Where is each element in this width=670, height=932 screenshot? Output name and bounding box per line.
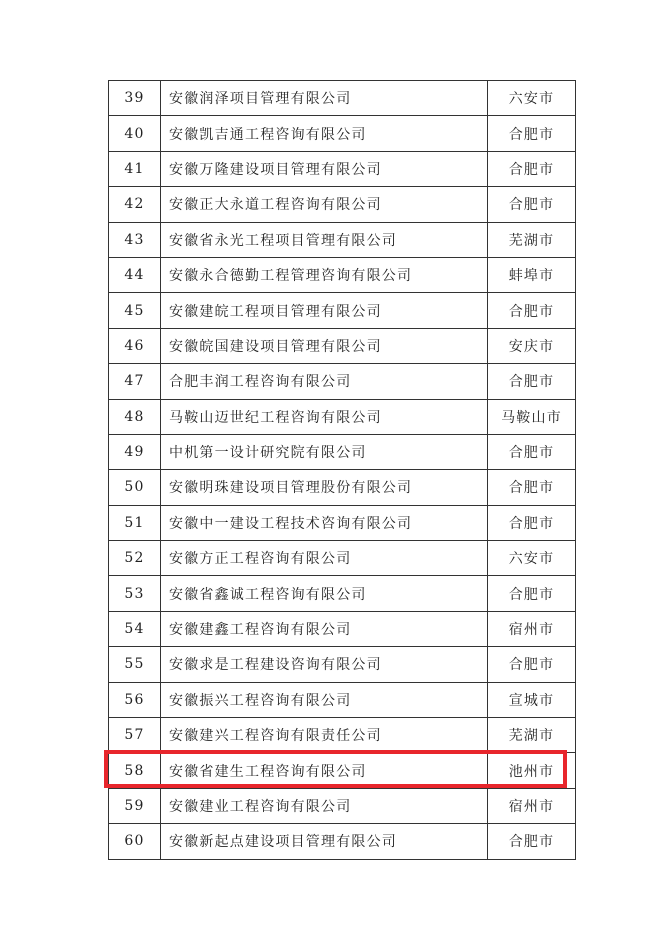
- company-name: 安徽凯吉通工程咨询有限公司: [161, 116, 488, 151]
- table-row: [109, 399, 576, 434]
- city-name: 蚌埠市: [488, 257, 576, 292]
- city-name: 合肥市: [488, 151, 576, 186]
- row-index: 39: [109, 81, 161, 116]
- table-row: [109, 187, 576, 222]
- table-row: [109, 222, 576, 257]
- city-name: 合肥市: [488, 647, 576, 682]
- company-name: 安徽方正工程咨询有限公司: [161, 541, 488, 576]
- table-row-highlighted: [109, 753, 576, 788]
- company-name: 安徽建兴工程咨询有限责任公司: [161, 718, 488, 753]
- city-name: 合肥市: [488, 505, 576, 540]
- city-name: 合肥市: [488, 576, 576, 611]
- table-row: [109, 470, 576, 505]
- row-index: 53: [109, 576, 161, 611]
- row-index: 48: [109, 399, 161, 434]
- table-row: [109, 116, 576, 151]
- company-name: 安徽省永光工程项目管理有限公司: [161, 222, 488, 257]
- company-name: 安徽求是工程建设咨询有限公司: [161, 647, 488, 682]
- company-name: 安徽振兴工程咨询有限公司: [161, 682, 488, 717]
- city-name: 宿州市: [488, 788, 576, 823]
- city-name: 合肥市: [488, 293, 576, 328]
- company-name: 安徽润泽项目管理有限公司: [161, 81, 488, 116]
- row-index: 47: [109, 364, 161, 399]
- company-name: 安徽建皖工程项目管理有限公司: [161, 293, 488, 328]
- row-index: 50: [109, 470, 161, 505]
- row-index: 46: [109, 328, 161, 363]
- row-index: 57: [109, 718, 161, 753]
- city-name: 宿州市: [488, 611, 576, 646]
- city-name: 合肥市: [488, 364, 576, 399]
- row-index: 49: [109, 434, 161, 469]
- city-name: 池州市: [488, 753, 576, 788]
- company-name: 安徽万隆建设项目管理有限公司: [161, 151, 488, 186]
- table-row: [109, 541, 576, 576]
- row-index: 54: [109, 611, 161, 646]
- table-row: [109, 257, 576, 292]
- city-name: 合肥市: [488, 470, 576, 505]
- city-name: 合肥市: [488, 116, 576, 151]
- table-row: [109, 293, 576, 328]
- city-name: 芜湖市: [488, 718, 576, 753]
- company-name: 安徽建业工程咨询有限公司: [161, 788, 488, 823]
- row-index: 55: [109, 647, 161, 682]
- table-row: [109, 505, 576, 540]
- row-index: 43: [109, 222, 161, 257]
- table-row: [109, 647, 576, 682]
- row-index: 40: [109, 116, 161, 151]
- company-name: 安徽省建生工程咨询有限公司: [161, 753, 488, 788]
- table-row: [109, 682, 576, 717]
- row-index: 60: [109, 824, 161, 859]
- table-row: [109, 611, 576, 646]
- table-row: [109, 434, 576, 469]
- company-name: 安徽新起点建设项目管理有限公司: [161, 824, 488, 859]
- company-name: 安徽永合德勤工程管理咨询有限公司: [161, 257, 488, 292]
- row-index: 45: [109, 293, 161, 328]
- row-index: 41: [109, 151, 161, 186]
- city-name: 马鞍山市: [488, 399, 576, 434]
- company-name: 安徽建鑫工程咨询有限公司: [161, 611, 488, 646]
- table-row: [109, 328, 576, 363]
- city-name: 合肥市: [488, 824, 576, 859]
- table-row: [109, 718, 576, 753]
- company-name: 安徽中一建设工程技术咨询有限公司: [161, 505, 488, 540]
- city-name: 合肥市: [488, 187, 576, 222]
- company-name: 中机第一设计研究院有限公司: [161, 434, 488, 469]
- table-row: [109, 824, 576, 859]
- row-index: 42: [109, 187, 161, 222]
- row-index: 51: [109, 505, 161, 540]
- city-name: 宣城市: [488, 682, 576, 717]
- company-name: 马鞍山迈世纪工程咨询有限公司: [161, 399, 488, 434]
- table-row: [109, 576, 576, 611]
- company-name: 安徽皖国建设项目管理有限公司: [161, 328, 488, 363]
- table-row: [109, 364, 576, 399]
- table-row: [109, 151, 576, 186]
- row-index: 52: [109, 541, 161, 576]
- row-index: 59: [109, 788, 161, 823]
- row-index: 58: [109, 753, 161, 788]
- row-index: 56: [109, 682, 161, 717]
- table-row: [109, 81, 576, 116]
- company-list-table: [108, 80, 576, 860]
- city-name: 安庆市: [488, 328, 576, 363]
- row-index: 44: [109, 257, 161, 292]
- company-name: 安徽正大永道工程咨询有限公司: [161, 187, 488, 222]
- city-name: 芜湖市: [488, 222, 576, 257]
- city-name: 六安市: [488, 81, 576, 116]
- company-name: 安徽明珠建设项目管理股份有限公司: [161, 470, 488, 505]
- city-name: 六安市: [488, 541, 576, 576]
- company-name: 安徽省鑫诚工程咨询有限公司: [161, 576, 488, 611]
- city-name: 合肥市: [488, 434, 576, 469]
- table-row: [109, 788, 576, 823]
- company-name: 合肥丰润工程咨询有限公司: [161, 364, 488, 399]
